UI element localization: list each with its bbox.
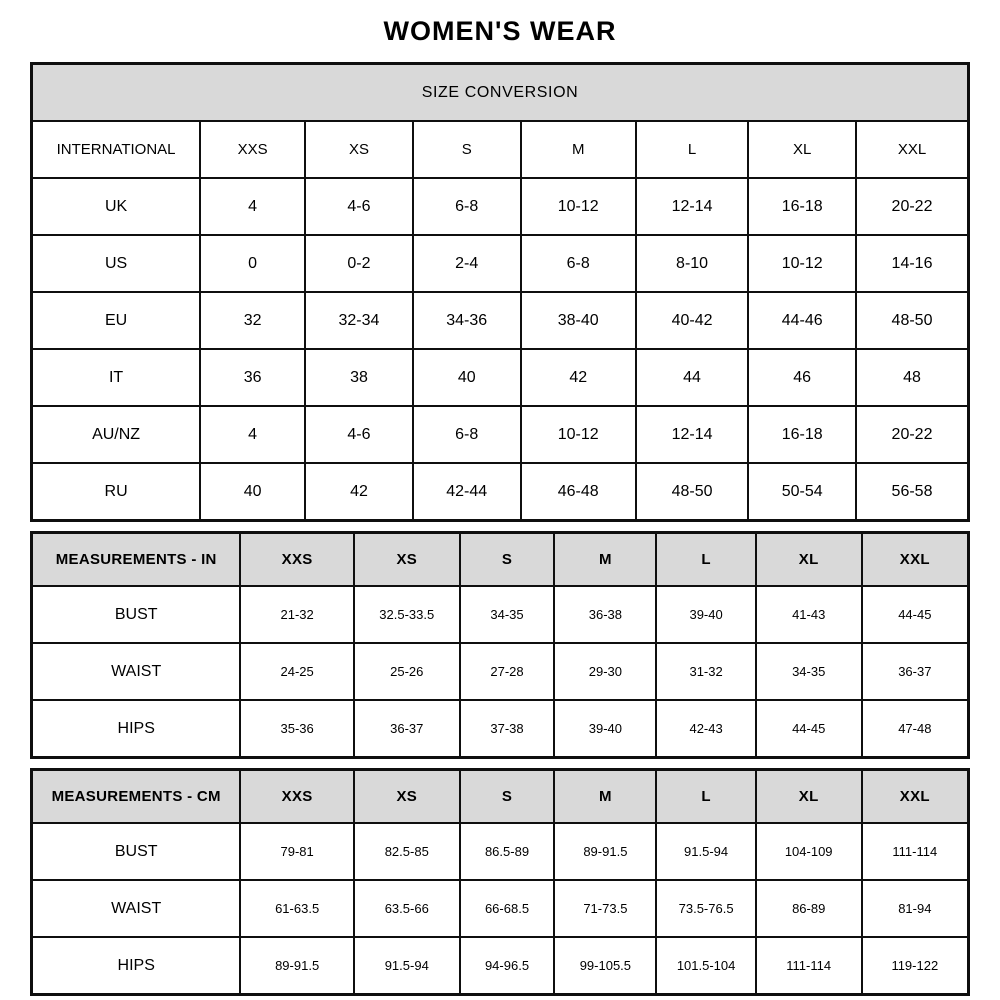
size-cell: 4	[200, 406, 305, 463]
size-cell: 10-12	[748, 235, 856, 292]
size-cell: 42	[521, 349, 636, 406]
size-cell: 6-8	[521, 235, 636, 292]
measure-cell: 89-91.5	[554, 823, 656, 880]
size-cell: 32	[200, 292, 305, 349]
header-m: M	[521, 121, 636, 178]
size-cell: 12-14	[636, 178, 748, 235]
header-xxs: XXS	[200, 121, 305, 178]
header-xxl: XXL	[862, 533, 969, 587]
row-label: IT	[32, 349, 201, 406]
size-cell: 46-48	[521, 463, 636, 521]
measure-cell: 101.5-104	[656, 937, 755, 995]
measure-cell: 89-91.5	[240, 937, 353, 995]
table-row-eu	[32, 292, 969, 349]
size-cell: 0-2	[305, 235, 413, 292]
size-conversion-title: SIZE CONVERSION	[32, 64, 969, 122]
row-label: HIPS	[32, 937, 241, 995]
header-xl: XL	[756, 533, 862, 587]
header-xxs: XXS	[240, 533, 353, 587]
size-cell: 46	[748, 349, 856, 406]
header-m: M	[554, 533, 656, 587]
measure-cell: 119-122	[862, 937, 969, 995]
size-cell: 20-22	[856, 406, 968, 463]
header-xs: XS	[305, 121, 413, 178]
measure-cell: 36-37	[862, 643, 969, 700]
measure-cell: 36-38	[554, 586, 656, 643]
measure-cell: 82.5-85	[354, 823, 460, 880]
size-cell: 40-42	[636, 292, 748, 349]
measure-cell: 81-94	[862, 880, 969, 937]
size-cell: 32-34	[305, 292, 413, 349]
header-xxl: XXL	[862, 770, 969, 824]
size-cell: 48-50	[856, 292, 968, 349]
row-label: RU	[32, 463, 201, 521]
table-header-row	[32, 533, 969, 587]
table-row-hips-cm	[32, 937, 969, 995]
row-label: BUST	[32, 586, 241, 643]
measure-cell: 86.5-89	[460, 823, 555, 880]
measure-cell: 91.5-94	[354, 937, 460, 995]
table-header-row	[32, 770, 969, 824]
header-xxl: XXL	[856, 121, 968, 178]
measure-cell: 41-43	[756, 586, 862, 643]
size-cell: 42	[305, 463, 413, 521]
measure-cell: 31-32	[656, 643, 755, 700]
measure-cell: 91.5-94	[656, 823, 755, 880]
measurements-cm-title: MEASUREMENTS - CM	[32, 770, 241, 824]
size-cell: 40	[413, 349, 521, 406]
size-cell: 42-44	[413, 463, 521, 521]
header-international: INTERNATIONAL	[32, 121, 201, 178]
row-label: WAIST	[32, 643, 241, 700]
measure-cell: 27-28	[460, 643, 555, 700]
size-cell: 0	[200, 235, 305, 292]
table-row-it	[32, 349, 969, 406]
measure-cell: 71-73.5	[554, 880, 656, 937]
measure-cell: 29-30	[554, 643, 656, 700]
measure-cell: 111-114	[862, 823, 969, 880]
table-row-aunz	[32, 406, 969, 463]
size-cell: 10-12	[521, 406, 636, 463]
measure-cell: 63.5-66	[354, 880, 460, 937]
header-xs: XS	[354, 533, 460, 587]
size-cell: 16-18	[748, 178, 856, 235]
measure-cell: 61-63.5	[240, 880, 353, 937]
size-cell: 16-18	[748, 406, 856, 463]
measure-cell: 73.5-76.5	[656, 880, 755, 937]
measure-cell: 94-96.5	[460, 937, 555, 995]
measure-cell: 79-81	[240, 823, 353, 880]
size-cell: 38-40	[521, 292, 636, 349]
measure-cell: 34-35	[460, 586, 555, 643]
measurements-in-title: MEASUREMENTS - IN	[32, 533, 241, 587]
header-l: L	[636, 121, 748, 178]
measure-cell: 39-40	[656, 586, 755, 643]
table-row-us	[32, 235, 969, 292]
measurements-cm-table	[30, 768, 970, 996]
table-header-row	[32, 121, 969, 178]
size-cell: 8-10	[636, 235, 748, 292]
size-cell: 2-4	[413, 235, 521, 292]
measure-cell: 44-45	[756, 700, 862, 758]
size-cell: 10-12	[521, 178, 636, 235]
size-cell: 34-36	[413, 292, 521, 349]
size-cell: 56-58	[856, 463, 968, 521]
table-row-bust-cm	[32, 823, 969, 880]
size-cell: 36	[200, 349, 305, 406]
size-cell: 44-46	[748, 292, 856, 349]
row-label: WAIST	[32, 880, 241, 937]
page-title: WOMEN'S WEAR	[383, 16, 617, 46]
measure-cell: 66-68.5	[460, 880, 555, 937]
measure-cell: 35-36	[240, 700, 353, 758]
size-cell: 48	[856, 349, 968, 406]
header-s: S	[460, 770, 555, 824]
size-cell: 20-22	[856, 178, 968, 235]
measure-cell: 24-25	[240, 643, 353, 700]
size-cell: 4	[200, 178, 305, 235]
table-banner-row	[32, 64, 969, 122]
header-s: S	[460, 533, 555, 587]
header-l: L	[656, 533, 755, 587]
row-label: EU	[32, 292, 201, 349]
header-m: M	[554, 770, 656, 824]
table-row-waist-in	[32, 643, 969, 700]
size-conversion-table	[30, 62, 970, 522]
measure-cell: 47-48	[862, 700, 969, 758]
header-xxs: XXS	[240, 770, 353, 824]
table-row-bust-in	[32, 586, 969, 643]
row-label: US	[32, 235, 201, 292]
measure-cell: 104-109	[756, 823, 862, 880]
header-xl: XL	[748, 121, 856, 178]
header-xl: XL	[756, 770, 862, 824]
row-label: BUST	[32, 823, 241, 880]
measure-cell: 34-35	[756, 643, 862, 700]
row-label: UK	[32, 178, 201, 235]
row-label: AU/NZ	[32, 406, 201, 463]
measure-cell: 25-26	[354, 643, 460, 700]
size-cell: 4-6	[305, 406, 413, 463]
table-row-hips-in	[32, 700, 969, 758]
size-cell: 12-14	[636, 406, 748, 463]
measure-cell: 86-89	[756, 880, 862, 937]
measure-cell: 99-105.5	[554, 937, 656, 995]
measure-cell: 44-45	[862, 586, 969, 643]
measure-cell: 37-38	[460, 700, 555, 758]
measurements-in-table	[30, 531, 970, 759]
size-cell: 6-8	[413, 406, 521, 463]
header-l: L	[656, 770, 755, 824]
size-cell: 38	[305, 349, 413, 406]
measure-cell: 39-40	[554, 700, 656, 758]
measure-cell: 21-32	[240, 586, 353, 643]
header-s: S	[413, 121, 521, 178]
header-xs: XS	[354, 770, 460, 824]
size-cell: 6-8	[413, 178, 521, 235]
size-cell: 14-16	[856, 235, 968, 292]
table-row-waist-cm	[32, 880, 969, 937]
row-label: HIPS	[32, 700, 241, 758]
measure-cell: 42-43	[656, 700, 755, 758]
table-row-ru	[32, 463, 969, 521]
size-cell: 50-54	[748, 463, 856, 521]
size-cell: 48-50	[636, 463, 748, 521]
size-cell: 44	[636, 349, 748, 406]
measure-cell: 36-37	[354, 700, 460, 758]
measure-cell: 32.5-33.5	[354, 586, 460, 643]
size-cell: 40	[200, 463, 305, 521]
table-row-uk	[32, 178, 969, 235]
measure-cell: 111-114	[756, 937, 862, 995]
size-cell: 4-6	[305, 178, 413, 235]
